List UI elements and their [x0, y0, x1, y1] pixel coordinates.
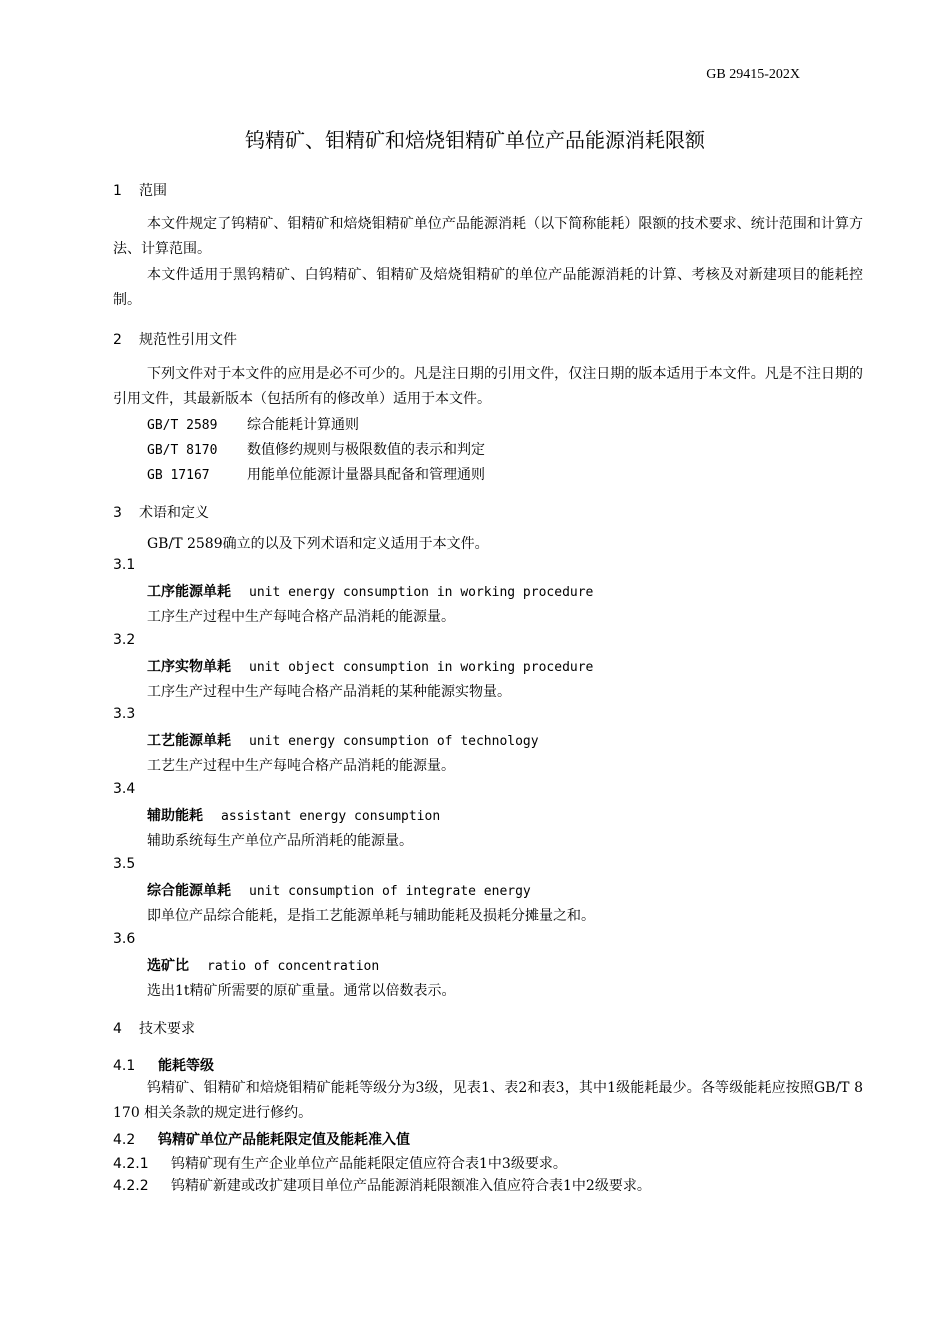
- section-title: 范围: [139, 183, 167, 199]
- subsection-title: 钨精矿单位产品能耗限定值及能耗准入值: [158, 1132, 410, 1148]
- section-4-heading: [113, 1018, 195, 1038]
- term-english: unit energy consumption in working procedure: [249, 585, 594, 600]
- document-title: 钨精矿、钼精矿和焙烧钼精矿单位产品能源消耗限额: [245, 128, 705, 152]
- clause-text: 钨精矿现有生产企业单位产品能耗限定值应符合表1中3级要求。: [171, 1156, 567, 1172]
- term-definition: 工艺生产过程中生产每吨合格产品消耗的能源量。: [147, 758, 455, 774]
- term-number: 3.1: [113, 557, 136, 573]
- term-chinese: 综合能源单耗: [147, 883, 231, 899]
- clause-4-2-2: [113, 1175, 651, 1195]
- standard-code: GB 29415-202X: [706, 67, 800, 82]
- reference-name: 数值修约规则与极限数值的表示和判定: [247, 442, 485, 458]
- reference-code: GB/T 8170: [147, 443, 218, 458]
- term-definition: 工序生产过程中生产每吨合格产品消耗的某种能源实物量。: [147, 684, 511, 700]
- term-heading: [147, 805, 440, 825]
- section-number: 2: [113, 332, 122, 348]
- subsection-4-1-heading: [113, 1055, 214, 1075]
- reference-name: 综合能耗计算通则: [247, 417, 359, 433]
- reference-item: [147, 464, 485, 484]
- reference-item: [147, 439, 485, 459]
- section-1-paragraph-1: 本文件规定了钨精矿、钼精矿和焙烧钼精矿单位产品能源消耗（以下简称能耗）限额的技术要求、统计范围和计算方法、计算范围。: [113, 216, 863, 257]
- subsection-title: 能耗等级: [158, 1058, 214, 1074]
- term-chinese: 工序实物单耗: [147, 659, 231, 675]
- section-title: 术语和定义: [139, 505, 209, 521]
- section-number: 3: [113, 505, 122, 521]
- term-definition: 工序生产过程中生产每吨合格产品消耗的能源量。: [147, 609, 455, 625]
- section-3-heading: [113, 502, 209, 522]
- reference-code: GB/T 2589: [147, 418, 218, 433]
- section-2-paragraph: 下列文件对于本文件的应用是必不可少的。凡是注日期的引用文件，仅注日期的版本适用于本文件。凡是不注日期的引用文件，其最新版本（包括所有的修改单）适用于本文件。: [113, 366, 863, 407]
- term-chinese: 工艺能源单耗: [147, 733, 231, 749]
- term-english: assistant energy consumption: [221, 809, 441, 824]
- clause-number: 4.2.1: [113, 1156, 149, 1172]
- subsection-number: 4.1: [113, 1058, 136, 1074]
- term-number: 3.3: [113, 706, 136, 722]
- reference-code: GB 17167: [147, 468, 210, 483]
- clause-4-2-1: [113, 1153, 567, 1173]
- subsection-4-1-paragraph: 钨精矿、钼精矿和焙烧钼精矿能耗等级分为3级，见表1、表2和表3，其中1级能耗最少。各等级能耗应按照GB/T 8170 相关条款的规定进行修约。: [113, 1080, 863, 1121]
- term-chinese: 辅助能耗: [147, 808, 203, 824]
- term-english: unit energy consumption of technology: [249, 734, 539, 749]
- term-heading: [147, 581, 593, 601]
- section-number: 4: [113, 1021, 122, 1037]
- section-title: 规范性引用文件: [139, 332, 237, 348]
- section-2-heading: [113, 329, 237, 349]
- reference-name: 用能单位能源计量器具配备和管理通则: [247, 467, 485, 483]
- term-english: unit object consumption in working procedure: [249, 660, 594, 675]
- section-title: 技术要求: [139, 1021, 195, 1037]
- term-number: 3.4: [113, 781, 136, 797]
- term-number: 3.5: [113, 856, 136, 872]
- term-english: unit consumption of integrate energy: [249, 884, 531, 899]
- term-chinese: 选矿比: [147, 958, 189, 974]
- term-english: ratio of concentration: [207, 959, 380, 974]
- term-heading: [147, 880, 531, 900]
- section-1-paragraph-2: 本文件适用于黑钨精矿、白钨精矿、钼精矿及焙烧钼精矿的单位产品能源消耗的计算、考核及对新建项目的能耗控制。: [113, 267, 863, 308]
- reference-item: [147, 414, 359, 434]
- term-number: 3.2: [113, 632, 136, 648]
- subsection-number: 4.2: [113, 1132, 136, 1148]
- section-number: 1: [113, 183, 122, 199]
- clause-text: 钨精矿新建或改扩建项目单位产品能源消耗限额准入值应符合表1中2级要求。: [171, 1178, 651, 1194]
- section-1-heading: [113, 180, 167, 200]
- section-3-intro: GB/T 2589确立的以及下列术语和定义适用于本文件。: [147, 536, 489, 552]
- term-number: 3.6: [113, 931, 136, 947]
- term-definition: 即单位产品综合能耗，是指工艺能源单耗与辅助能耗及损耗分摊量之和。: [147, 908, 595, 924]
- term-definition: 辅助系统每生产单位产品所消耗的能源量。: [147, 833, 413, 849]
- term-heading: [147, 730, 539, 750]
- subsection-4-2-heading: [113, 1129, 410, 1149]
- clause-number: 4.2.2: [113, 1178, 149, 1194]
- term-heading: [147, 955, 379, 975]
- term-definition: 选出1t精矿所需要的原矿重量。通常以倍数表示。: [147, 983, 456, 999]
- term-heading: [147, 656, 593, 676]
- term-chinese: 工序能源单耗: [147, 584, 231, 600]
